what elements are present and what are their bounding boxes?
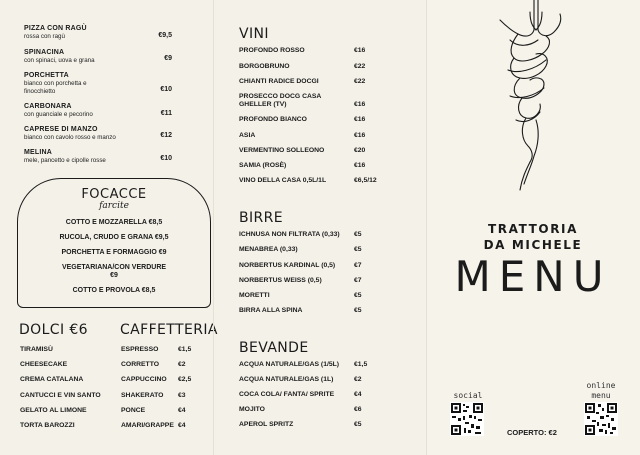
wine-item bbox=[239, 132, 414, 140]
drink-item bbox=[239, 361, 414, 369]
beer-item bbox=[239, 277, 414, 285]
coperto-charge: COPERTO: €2 bbox=[507, 428, 557, 437]
menu-item bbox=[24, 148, 184, 165]
dolci-item: GELATO AL LIMONE bbox=[20, 407, 87, 414]
wine-name: PROFONDO BIANCO bbox=[239, 116, 307, 123]
wine-price: €22 bbox=[354, 63, 366, 70]
item-desc: rossa con ragù bbox=[24, 33, 65, 40]
wine-item bbox=[239, 93, 366, 109]
dolci-title: DOLCI €6 bbox=[19, 322, 88, 338]
wine-name: VINO DELLA CASA 0,5L/1L bbox=[239, 177, 327, 184]
wine-price: €16 bbox=[354, 132, 366, 139]
wine-item bbox=[239, 162, 414, 170]
wine-name: PROFONDO ROSSO bbox=[239, 47, 305, 54]
menu-item bbox=[24, 125, 184, 142]
beer-name: NORBERTUS KARDINAL (0,5) bbox=[239, 262, 336, 269]
drink-price: €4 bbox=[354, 391, 362, 398]
caffe-item bbox=[121, 407, 211, 415]
caffetteria-title: CAFFETTERIA bbox=[120, 322, 218, 338]
item-name: PIZZA CON RAGÙ bbox=[24, 25, 87, 32]
drink-item bbox=[239, 376, 414, 384]
drink-price: €5 bbox=[354, 421, 362, 428]
caffe-price: €2,5 bbox=[178, 376, 192, 383]
beer-price: €5 bbox=[354, 231, 362, 238]
bevande-title: BEVANDE bbox=[239, 340, 309, 356]
wine-item bbox=[239, 177, 414, 185]
caffe-name: ESPRESSO bbox=[121, 346, 159, 353]
item-price: €10 bbox=[160, 155, 172, 162]
focacce-item: COTTO E MOZZARELLA €8,5 bbox=[65, 219, 163, 226]
wine-name: PROSECCO DOCG CASA GHELLER (TV) bbox=[239, 93, 322, 108]
wine-item bbox=[239, 47, 414, 55]
wine-price: €22 bbox=[354, 78, 366, 85]
social-qr-code-icon[interactable] bbox=[450, 402, 484, 436]
menu-heading: MENU bbox=[454, 252, 612, 301]
focacce-subtitle: farcite bbox=[99, 201, 129, 211]
drink-price: €6 bbox=[354, 406, 362, 413]
wine-item bbox=[239, 116, 414, 124]
caffe-name: SHAKERATO bbox=[121, 392, 164, 399]
item-name: PORCHETTA bbox=[24, 72, 69, 79]
caffe-price: €4 bbox=[178, 407, 186, 414]
drink-item bbox=[239, 406, 414, 414]
wine-price: €16 bbox=[354, 162, 366, 169]
focacce-item: VEGETARIANA/CON VERDURE €9 bbox=[61, 264, 167, 279]
item-desc: bianco con cavolo rosso e manzo bbox=[24, 134, 116, 141]
menu-item bbox=[24, 71, 184, 96]
wine-price: €16 bbox=[354, 47, 366, 54]
caffe-price: €3 bbox=[178, 392, 186, 399]
wine-price: €20 bbox=[354, 147, 366, 154]
middle-panel bbox=[213, 0, 427, 455]
restaurant-name-line2: DA MICHELE bbox=[483, 238, 583, 252]
online-menu-qr-code-icon[interactable] bbox=[584, 402, 618, 436]
restaurant-name-line1: TRATTORIA bbox=[487, 222, 579, 236]
beer-item bbox=[239, 307, 414, 315]
dolci-item: CHEESECAKE bbox=[20, 361, 68, 368]
item-name: CARBONARA bbox=[24, 103, 72, 110]
social-label: social bbox=[453, 391, 483, 400]
fork-spaghetti-icon bbox=[490, 0, 570, 200]
caffe-name: CORRETTO bbox=[121, 361, 160, 368]
focacce-title: FOCACCE bbox=[81, 187, 147, 202]
dolci-item: TORTA BAROZZI bbox=[20, 422, 75, 429]
focacce-item: COTTO E PROVOLA €8,5 bbox=[72, 287, 156, 294]
item-price: €11 bbox=[160, 110, 172, 117]
menu-label: menu bbox=[591, 391, 611, 400]
online-label: online bbox=[586, 381, 616, 390]
item-price: €9 bbox=[164, 55, 172, 62]
beer-price: €5 bbox=[354, 307, 362, 314]
caffe-name: CAPPUCCINO bbox=[121, 376, 167, 383]
menu-item bbox=[24, 102, 184, 119]
dolci-item: CREMA CATALANA bbox=[20, 376, 84, 383]
wine-name: SAMIA (ROSÈ) bbox=[239, 162, 287, 169]
caffe-item bbox=[121, 346, 211, 354]
drink-price: €1,5 bbox=[354, 361, 368, 368]
wine-name: ASIA bbox=[239, 132, 256, 139]
focacce-list bbox=[18, 219, 210, 302]
beer-name: MORETTI bbox=[239, 292, 270, 299]
drink-name: ACQUA NATURALE/GAS (1L) bbox=[239, 376, 334, 383]
beer-price: €7 bbox=[354, 277, 362, 284]
drink-item bbox=[239, 421, 414, 429]
beer-item bbox=[239, 231, 414, 239]
caffe-price: €2 bbox=[178, 361, 186, 368]
dolci-item: CANTUCCI E VIN SANTO bbox=[20, 392, 101, 399]
beer-item bbox=[239, 246, 414, 254]
wine-price: €16 bbox=[354, 116, 366, 123]
vini-title: VINI bbox=[239, 26, 269, 42]
item-name: MELINA bbox=[24, 149, 53, 156]
wine-item bbox=[239, 78, 414, 86]
caffe-item bbox=[121, 361, 211, 369]
caffe-item bbox=[121, 392, 211, 400]
caffe-item bbox=[121, 422, 211, 430]
drink-price: €2 bbox=[354, 376, 362, 383]
beer-name: MENABREA (0,33) bbox=[239, 246, 298, 253]
item-price: €12 bbox=[160, 132, 172, 139]
item-price: €9,5 bbox=[158, 32, 172, 39]
caffe-name: AMARI/GRAPPE bbox=[121, 422, 174, 429]
beer-name: ICHNUSA NON FILTRATA (0,33) bbox=[239, 231, 340, 238]
caffe-name: PONCE bbox=[121, 407, 146, 414]
beer-price: €7 bbox=[354, 262, 362, 269]
wine-item bbox=[239, 147, 414, 155]
item-name: CAPRESE DI MANZO bbox=[24, 126, 98, 133]
drink-name: APEROL SPRITZ bbox=[239, 421, 294, 428]
drink-name: MOJITO bbox=[239, 406, 265, 413]
caffe-price: €1,5 bbox=[178, 346, 192, 353]
dolci-item: TIRAMISÙ bbox=[20, 346, 53, 353]
item-desc: con spinaci, uova e grana bbox=[24, 57, 95, 64]
item-desc: mele, pancetto e cipolle rosse bbox=[24, 157, 106, 164]
beer-name: BIRRA ALLA SPINA bbox=[239, 307, 303, 314]
caffe-item bbox=[121, 376, 211, 384]
drink-name: ACQUA NATURALE/GAS (1/5L) bbox=[239, 361, 340, 368]
wine-item bbox=[239, 63, 414, 71]
beer-item bbox=[239, 292, 414, 300]
item-desc: finocchietto bbox=[24, 88, 56, 95]
menu-item bbox=[24, 48, 184, 65]
wine-price: €6,5/12 bbox=[354, 177, 377, 184]
beer-name: NORBERTUS WEISS (0,5) bbox=[239, 277, 322, 284]
caffe-price: €4 bbox=[178, 422, 186, 429]
wine-price: €16 bbox=[354, 101, 366, 108]
wine-name: BORGOBRUNO bbox=[239, 63, 290, 70]
left-panel bbox=[0, 0, 218, 455]
item-desc: con guanciale e pecorino bbox=[24, 111, 93, 118]
birre-title: BIRRE bbox=[239, 210, 284, 226]
wine-name: CHIANTI RADICE DOCGI bbox=[239, 78, 319, 85]
item-name: SPINACINA bbox=[24, 49, 65, 56]
focacce-box bbox=[17, 178, 211, 308]
menu-item bbox=[24, 24, 184, 41]
item-desc: bianco con porchetta e bbox=[24, 80, 87, 87]
wine-name: VERMENTINO SOLLEONO bbox=[239, 147, 325, 154]
drink-name: COCA COLA/ FANTA/ SPRITE bbox=[239, 391, 335, 398]
beer-item bbox=[239, 262, 414, 270]
focacce-item: PORCHETTA E FORMAGGIO €9 bbox=[61, 249, 167, 256]
drink-item bbox=[239, 391, 414, 399]
beer-price: €5 bbox=[354, 246, 362, 253]
focacce-item: RUCOLA, CRUDO E GRANA €9,5 bbox=[59, 234, 169, 241]
beer-price: €5 bbox=[354, 292, 362, 299]
item-price: €10 bbox=[160, 86, 172, 93]
